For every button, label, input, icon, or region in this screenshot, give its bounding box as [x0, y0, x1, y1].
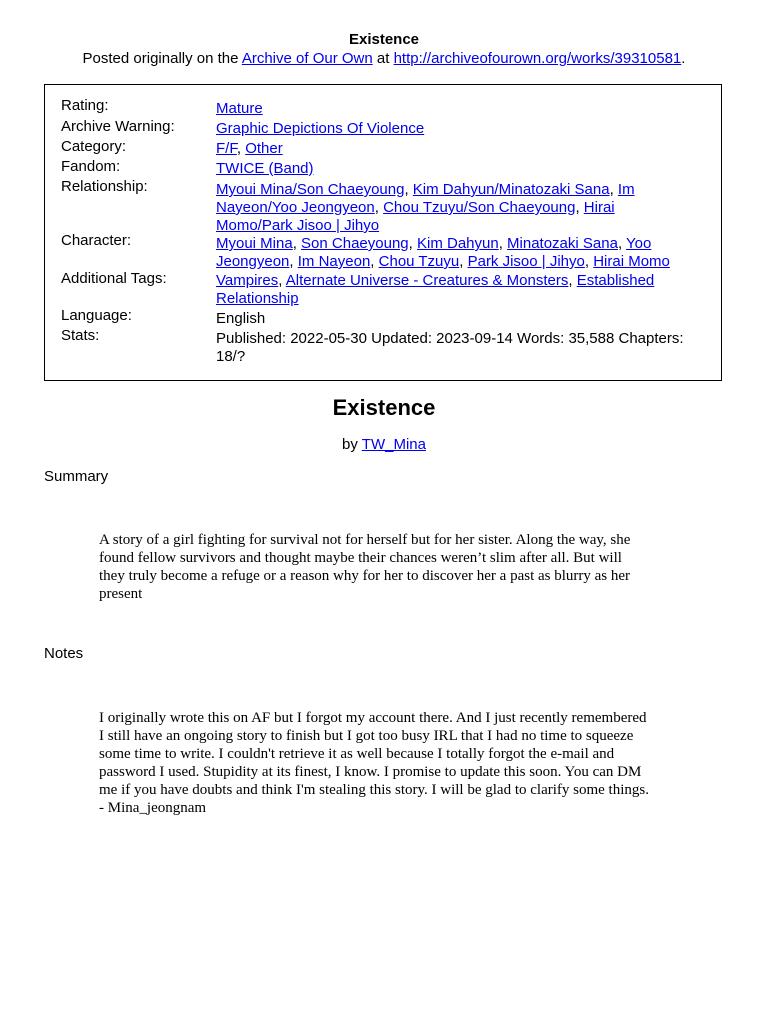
character-link[interactable]: Im Nayeon — [297, 253, 371, 270]
notes-heading: Notes — [44, 645, 84, 662]
relationship-link[interactable]: Momo/Park Jisoo | Jihyo — [216, 217, 380, 234]
category-link-other[interactable]: Other — [245, 140, 283, 157]
relationship-link[interactable]: Im — [617, 181, 635, 198]
summary-text — [99, 531, 679, 603]
by-prefix: by — [342, 436, 362, 453]
fandom-link[interactable]: TWICE (Band) — [216, 160, 314, 177]
relationship-label: Relationship: — [61, 178, 148, 195]
summary-line: they truly become a refuge or a reason why for her to discover her a past as blurry as her — [99, 568, 631, 584]
archive-link[interactable]: Archive of Our Own — [241, 50, 373, 67]
notes-line: some time to write. I couldn't retrieve it as well because I totally forgot the e-mail and — [99, 746, 615, 762]
character-link[interactable]: Hirai Momo — [593, 253, 670, 270]
summary-line: present — [99, 586, 143, 602]
category-value: F/F, Other — [216, 140, 283, 157]
posted-prefix: Posted originally on the — [82, 50, 242, 67]
character-link[interactable]: Kim Dahyun — [416, 235, 499, 252]
archive-warning-link[interactable]: Graphic Depictions Of Violence — [216, 120, 425, 137]
stats-value — [216, 330, 706, 366]
notes-line: me if you have doubts and think I'm stealing this story. I will be glad to clarify some things. — [99, 782, 649, 798]
posted-originally-line — [0, 49, 768, 69]
character-value: Myoui Mina, Son Chaeyoung, Kim Dahyun, Minatozaki Sana, Yoo Jeongyeon, Im Nayeon, Chou Tzuyu, Park Jisoo | Jihyo, Hirai Momo — [216, 235, 670, 270]
relationship-link[interactable]: Chou Tzuyu/Son Chaeyoung — [383, 199, 576, 216]
tag-link[interactable]: Established — [576, 272, 655, 289]
rating-value — [216, 100, 706, 118]
relationship-link[interactable]: Myoui Mina/Son Chaeyoung — [216, 181, 405, 198]
notes-line: I still have an ongoing story to finish but I got too busy IRL that I had no time to squeeze — [99, 728, 634, 744]
fandom-label: Fandom: — [61, 158, 121, 175]
posted-at-text: at — [372, 50, 394, 67]
summary-heading: Summary — [44, 468, 109, 485]
rating-label: Rating: — [61, 97, 109, 114]
document-title: Existence — [348, 31, 420, 48]
language-label: Language: — [61, 307, 132, 324]
tag-link[interactable]: Relationship — [216, 290, 299, 307]
work-url-link[interactable]: http://archiveofourown.org/works/39310581 — [393, 50, 682, 67]
character-link[interactable]: Park Jisoo | Jihyo — [467, 253, 585, 270]
fandom-value — [216, 160, 706, 178]
archive-warning-value — [216, 120, 706, 138]
posted-period: . — [681, 50, 686, 67]
category-label: Category: — [61, 138, 127, 155]
summary-line: A story of a girl fighting for survival not for herself but for her sister. Along the way, she — [99, 532, 631, 548]
work-metadata-box — [44, 84, 722, 381]
character-link[interactable]: Yoo — [626, 235, 652, 252]
notes-line: password I used. Stupidity at its finest, I know. I promise to update this soon. You can DM — [99, 764, 642, 780]
character-link[interactable]: Jeongyeon — [216, 253, 290, 270]
additional-tags-label: Additional Tags: — [61, 270, 167, 287]
rating-link[interactable]: Mature — [216, 100, 263, 117]
tag-link[interactable]: Alternate Universe - Creatures & Monsters — [285, 272, 569, 289]
relationship-link[interactable]: Hirai — [583, 199, 615, 216]
byline — [0, 435, 768, 455]
category-link-ff[interactable]: F/F — [216, 140, 237, 157]
summary-line: found fellow survivors and thought maybe their chances weren’t slim after all. But will — [99, 550, 622, 566]
notes-text — [99, 709, 679, 817]
character-link[interactable]: Minatozaki Sana — [507, 235, 618, 252]
relationship-link[interactable]: Nayeon/Yoo Jeongyeon — [216, 199, 375, 216]
relationship-link[interactable]: Kim Dahyun/Minatozaki Sana — [412, 181, 610, 198]
additional-tags-value: Vampires, Alternate Universe - Creatures & Monsters, Established Relationship — [216, 272, 655, 307]
stats-line: Published: 2022-05-30 Updated: 2023-09-14 Words: 35,588 Chapters: — [216, 330, 684, 347]
work-title: Existence — [332, 395, 436, 420]
author-link[interactable]: TW_Mina — [361, 436, 426, 453]
relationship-value: Myoui Mina/Son Chaeyoung, Kim Dahyun/Minatozaki Sana, Im Nayeon/Yoo Jeongyeon, Chou Tzuyu/Son Chaeyoung, Hirai Momo/Park Jisoo | Jihyo — [216, 181, 635, 234]
tag-link[interactable]: Vampires — [216, 272, 279, 289]
archive-warning-label: Archive Warning: — [61, 118, 175, 135]
stats-label: Stats: — [61, 327, 100, 344]
character-link[interactable]: Myoui Mina — [216, 235, 293, 252]
character-link[interactable]: Son Chaeyoung — [301, 235, 409, 252]
stats-line: 18/? — [216, 348, 246, 365]
notes-line: - Mina_jeongnam — [99, 800, 207, 816]
notes-line: I originally wrote this on AF but I forgot my account there. And I just recently remembered — [99, 710, 647, 726]
language-value: English — [216, 310, 266, 327]
character-label: Character: — [61, 232, 132, 249]
character-link[interactable]: Chou Tzuyu — [378, 253, 460, 270]
